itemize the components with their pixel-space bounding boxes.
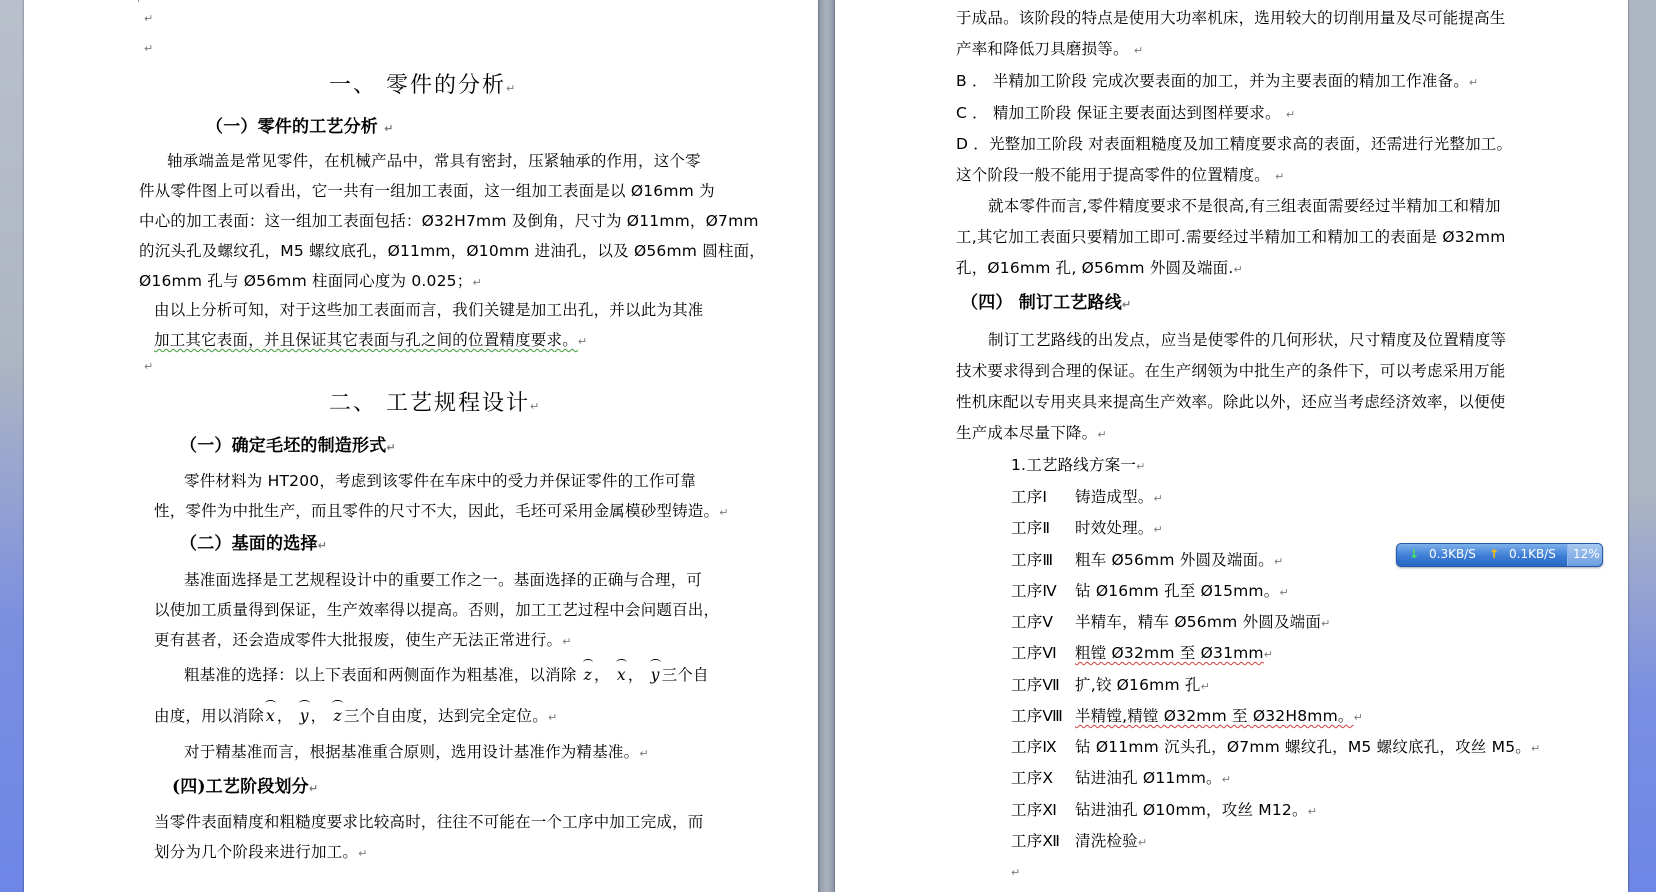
section-title-2: 二、 工艺规程设计↵ bbox=[329, 391, 542, 416]
body-line: 中心的加工表面：这一组加工表面包括：Ø32H7mm 及倒角，尺寸为 Ø11mm，Ø7mm bbox=[139, 212, 759, 230]
process-step: 工序Ⅹ 钻进油孔 Ø11mm。↵ bbox=[1011, 769, 1232, 787]
body-line: 性，零件为中批生产，而且零件的尺寸不大，因此，毛坯可采用金属模砂型铸造。↵ bbox=[154, 502, 729, 520]
body-line: 基准面选择是工艺规程设计中的重要工作之一。基面选择的正确与合理，可 bbox=[184, 571, 703, 589]
body-line: 这个阶段一般不能用于提高零件的位置精度。 ↵ bbox=[956, 166, 1285, 184]
download-arrow-icon: ↓ bbox=[1409, 547, 1420, 561]
body-line: B ． 半精加工阶段 完成次要表面的加工，并为主要表面的精加工作准备。↵ bbox=[956, 72, 1479, 90]
document-page-right[interactable] bbox=[835, 0, 1628, 892]
crop-mark bbox=[116, 0, 139, 2]
body-line: 件从零件图上可以看出，它一共有一组加工表面，这一组加工表面是以 Ø16mm 为 bbox=[139, 182, 715, 200]
section-title-1: 一、 零件的分析↵ bbox=[329, 73, 518, 98]
subsection-title: （二）基面的选择↵ bbox=[180, 534, 328, 554]
window-right-edge bbox=[1628, 0, 1656, 892]
upload-speed: 0.1KB/S bbox=[1509, 547, 1556, 561]
subsection-title: （四） 制订工艺路线↵ bbox=[961, 293, 1132, 313]
window-left-edge bbox=[0, 0, 24, 892]
paragraph-mark: ↵ bbox=[144, 42, 154, 55]
body-line: Ø16mm 孔与 Ø56mm 柱面同心度为 0.025；↵ bbox=[139, 272, 482, 290]
body-line: 加工其它表面，并且保证其它表面与孔之间的位置精度要求。↵ bbox=[154, 331, 588, 349]
process-step: 工序Ⅷ 半精镗,精镗 Ø32mm 至 Ø32H8mm。↵ bbox=[1011, 707, 1363, 725]
process-step: 工序Ⅳ 钻 Ø16mm 孔至 Ø15mm。↵ bbox=[1011, 582, 1289, 600]
var-x-hat: x bbox=[616, 666, 626, 684]
body-line: 就本零件而言,零件精度要求不是很高,有三组表面需要经过半精加工和精加 bbox=[988, 197, 1501, 215]
body-line: 性机床配以专用夹具来提高生产效率。除此以外，还应当考虑经济效率，以便使 bbox=[956, 393, 1506, 411]
upload-arrow-icon: ↑ bbox=[1489, 547, 1500, 561]
body-line: 技术要求得到合理的保证。在生产纲领为中批生产的条件下，可以考虑采用万能 bbox=[956, 362, 1506, 380]
process-step: 工序Ⅸ 钻 Ø11mm 沉头孔，Ø7mm 螺纹孔，M5 螺纹底孔，攻丝 M5。↵ bbox=[1011, 738, 1541, 756]
paragraph-mark: ↵ bbox=[1011, 866, 1021, 879]
process-step: 工序Ⅴ 半精车，精车 Ø56mm 外圆及端面↵ bbox=[1011, 613, 1331, 631]
body-line: D ．光整加工阶段 对表面粗糙度及加工精度要求高的表面，还需进行光整加工。 bbox=[956, 135, 1513, 153]
body-line: 工,其它加工表面只要精加工即可.需要经过半精加工和精加工的表面是 Ø32mm bbox=[956, 228, 1506, 246]
var-z-hat: z bbox=[333, 707, 342, 725]
body-line: 对于精基准而言，根据基准重合原则，选用设计基准作为精基准。↵ bbox=[184, 743, 649, 761]
paragraph-mark: ↵ bbox=[144, 360, 154, 373]
process-step: 工序Ⅶ 扩,铰 Ø16mm 孔↵ bbox=[1011, 676, 1211, 694]
plan-title: 1.工艺路线方案一↵ bbox=[1011, 456, 1146, 474]
process-step: 工序Ⅻ 清洗检验↵ bbox=[1011, 832, 1148, 850]
rough-datum-line: 粗基准的选择：以上下表面和两侧面作为粗基准，以消除 z ， x ， y 三个自 bbox=[184, 666, 709, 684]
process-step: 工序Ⅵ 粗镗 Ø32mm 至 Ø31mm↵ bbox=[1011, 644, 1274, 662]
body-line: 轴承端盖是常见零件，在机械产品中，常具有密封，压紧轴承的作用，这个零 bbox=[167, 152, 701, 170]
document-page-left[interactable] bbox=[24, 0, 818, 892]
paragraph-mark: ↵ bbox=[144, 12, 154, 25]
body-line: 当零件表面精度和粗糙度要求比较高时，往往不可能在一个工序中加工完成，而 bbox=[154, 813, 704, 831]
cpu-percent-box bbox=[1567, 544, 1602, 566]
var-y-hat: y bbox=[299, 707, 309, 725]
body-line: 更有甚者，还会造成零件大批报废，使生产无法正常进行。↵ bbox=[154, 631, 572, 649]
subsection-title: (四)工艺阶段划分↵ bbox=[172, 777, 319, 797]
body-line: 产率和降低刀具磨损等。 ↵ bbox=[956, 40, 1144, 58]
body-line: 制订工艺路线的出发点，应当是使零件的几何形状，尺寸精度及位置精度等 bbox=[988, 331, 1507, 349]
subsection-title: （一）确定毛坯的制造形式↵ bbox=[180, 436, 396, 456]
body-line: 的沉头孔及螺纹孔，M5 螺纹底孔，Ø11mm，Ø10mm 进油孔，以及 Ø56mm 圆柱面， bbox=[139, 242, 766, 260]
process-step: 工序Ⅺ 钻进油孔 Ø10mm，攻丝 M12。↵ bbox=[1011, 801, 1318, 819]
rough-datum-line-2: 由度，用以消除 x ， y ， z 三个自由度，达到完全定位。↵ bbox=[154, 707, 558, 725]
process-step: 工序Ⅱ 时效处理。↵ bbox=[1011, 519, 1163, 537]
body-line: 生产成本尽量下降。↵ bbox=[956, 424, 1107, 442]
page-gutter bbox=[818, 0, 835, 892]
cpu-percent: 12% bbox=[1573, 547, 1600, 561]
var-x-hat: x bbox=[265, 707, 275, 725]
body-line: C ． 精加工阶段 保证主要表面达到图样要求。 ↵ bbox=[956, 104, 1296, 122]
process-step: 工序Ⅲ 粗车 Ø56mm 外圆及端面。↵ bbox=[1011, 551, 1284, 569]
body-line: 以使加工质量得到保证，生产效率得以提高。否则，加工工艺过程中会问题百出， bbox=[154, 601, 720, 619]
network-speed-widget[interactable] bbox=[1396, 543, 1603, 567]
subsection-title: （一）零件的工艺分析 ↵ bbox=[206, 117, 394, 137]
body-line: 由以上分析可知，对于这些加工表面而言，我们关键是加工出孔，并以此为其准 bbox=[154, 301, 704, 319]
var-y-hat: y bbox=[650, 666, 660, 684]
download-speed: 0.3KB/S bbox=[1429, 547, 1476, 561]
body-line: 划分为几个阶段来进行加工。↵ bbox=[154, 843, 368, 861]
process-step: 工序Ⅰ 铸造成型。↵ bbox=[1011, 488, 1163, 506]
body-line: 零件材料为 HT200，考虑到该零件在车床中的受力并保证零件的工作可靠 bbox=[184, 472, 697, 490]
var-z-hat: z bbox=[583, 666, 593, 684]
body-line: 孔，Ø16mm 孔, Ø56mm 外圆及端面.↵ bbox=[956, 259, 1243, 277]
body-line: 于成品。该阶段的特点是使用大功率机床，选用较大的切削用量及尽可能提高生 bbox=[956, 9, 1506, 27]
